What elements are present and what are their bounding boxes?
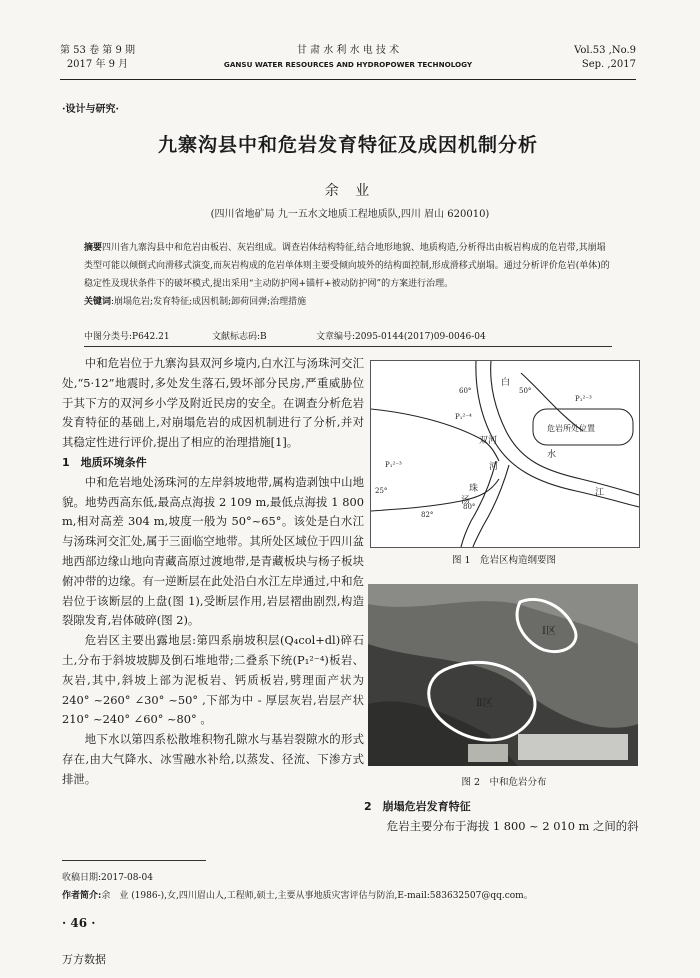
label-he: 河 [489,462,499,472]
label-tang: 汤 [461,496,471,506]
clc-number: 中图分类号:P642.21 [84,332,170,342]
volume-cn: 第 53 卷 第 9 期 [60,45,135,56]
label-jiang: 江 [595,488,605,498]
heading-rockfall: 2 崩塌危岩发育特征 [364,800,471,813]
label-zhu: 珠 [469,484,479,494]
label-site: 危岩所处位置 [547,424,595,433]
figure-1-caption: 图 1 危岩区构造纲要图 [451,555,557,566]
abstract-rule [84,346,612,347]
footnote-rule [62,860,206,861]
date-cn: 2017 年 9 月 [66,59,129,70]
dip-80: 80° [463,503,476,511]
body-right-column [364,797,640,837]
header-center [60,44,636,72]
fault-line-1 [371,409,499,461]
figure-1-map [370,360,640,548]
figure-2-caption: 图 2 中和危岩分布 [461,777,547,788]
running-header [60,44,636,78]
abstract [84,239,612,311]
paragraph-terrain: 中和危岩地处汤珠河的左岸斜坡地带,属构造剥蚀中山地貌。地势西高东低,最高点海拔 2 109 m,最低点海拔 1 800 m,相对高差 304 m,坡度一般为 50°~65°。该处是白水江与汤珠河交汇处,属于三面临空地带。其所处区域位于四川盆地西部边缘山地向青藏高原过渡地带,是青藏板块与杨子板块俯冲带的边缘。有一逆断层在此处沿白水江左岸通过,中和危岩位于该断层的上盘(图 1),受断层作用,岩层褶曲剧烈,构造裂隙发育,岩体破碎(图 2)。 [62,474,364,628]
header-right [574,44,636,72]
abstract-label: 摘要 [84,243,103,253]
label-shui: 水 [547,450,557,460]
author: 余 业 [324,183,376,199]
document-code: 文献标志码:B [212,332,267,342]
dip-25: 25° [375,487,388,495]
paragraph-distribution: 危岩主要分布于海拔 1 800 ~ 2 010 m 之间的斜 [386,818,639,833]
header-rule [60,79,636,80]
bio-text: 余 业 (1986-),女,四川眉山人,工程师,硕士,主要从事地质灾害评估与防治,E-mail:583632507@qq.com。 [101,891,533,901]
heading-geology: 1 地质环境条件 [62,455,147,469]
watermark: 万方数据 [62,953,106,966]
received-date: 收稿日期:2017-08-04 [62,873,153,883]
zone-1-label: Ⅰ区 [542,626,556,637]
dip-82: 82° [421,511,434,519]
date-en: Sep. ,2017 [581,59,636,70]
fault-line-3 [521,373,583,431]
photo-drawing [368,584,638,766]
intro-paragraph: 中和危岩位于九寨沟县双河乡境内,白水江与汤珠河交汇处,“5·12”地震时,多处发生落石,毁坏部分民房,严重威胁位于其下方的双河乡小学及附近民房的安全。在调查分析危岩发育特征的基础上,对崩塌危岩的成因机制进行了分析,并对其稳定性进行评价,提出了相应的治理措施[1]。 [62,356,364,450]
map-drawing [371,361,639,547]
unit-p1-a: P₁²⁻⁴ [455,413,472,421]
figure-2-photo [368,584,638,766]
keywords-label: 关键词 [84,297,112,307]
page-number: · 46 · [62,916,96,930]
fault-line-2 [371,479,499,511]
unit-p1-b: P₁²⁻³ [385,461,402,469]
paragraph-strata: 危岩区主要出露地层:第四系崩坡积层(Q₄col+dl)碎石土,分布于斜坡坡脚及倒石堆地带;二叠系下统(P₁²⁻⁴)板岩、灰岩,其中,斜坡上部为泥板岩、钙质板岩,劈理面产状为 240° ~260° ∠30° ~50° ,下部为中 - 厚层灰岩,岩层产状 210° ~240° ∠60° ~80° 。 [62,633,364,727]
author-bio [62,888,640,901]
body-left-column [62,354,364,790]
paragraph-groundwater: 地下水以第四系松散堆积物孔隙水与基岩裂隙水的形式存在,由大气降水、冰雪融水补给,以蒸发、径流、下渗方式排泄。 [62,732,364,786]
keywords: :崩塌危岩;发育特征;成因机制;卸荷回弹;治理措施 [111,297,307,307]
article-number: 文章编号:2095-0144(2017)09-0046-04 [316,332,486,342]
zone-2-label: Ⅱ区 [476,698,493,709]
abstract-text: 四川省九寨沟县中和危岩由板岩、灰岩组成。调查岩体结构特征,结合地形地貌、地质构造,分析得出由板岩构成的危岩带,其崩塌类型可能以倾倒式向滑移式演变,而灰岩构成的危岩单体则主要受倾向坡外的结构面控制,形成滑移式崩塌。通过分析评价危岩(单体)的稳定性及现状条件下的破坏模式,提出采用“主动防护网+锚杆+被动防护网”的方案进行治理。 [84,243,610,289]
dip-60: 60° [459,387,472,395]
journal-en: GANSU WATER RESOURCES AND HYDROPOWER TECHNOLOGY [223,60,473,69]
volume-en: Vol.53 ,No.9 [574,45,636,56]
section-tag: ·设计与研究· [62,104,119,115]
label-bai: 白 [501,378,511,388]
journal-cn: 甘 肃 水 利 水 电 技 术 [296,45,400,56]
label-twin-river: 双河 [479,436,498,446]
unit-p1-c: P₁²⁻³ [575,395,592,403]
dip-50: 50° [519,387,532,395]
affiliation: (四川省地矿局 九一五水文地质工程地质队,四川 眉山 620010) [210,209,490,220]
bio-label: 作者简介: [62,891,102,901]
paper-title: 九寨沟县中和危岩发育特征及成因机制分析 [157,134,538,156]
